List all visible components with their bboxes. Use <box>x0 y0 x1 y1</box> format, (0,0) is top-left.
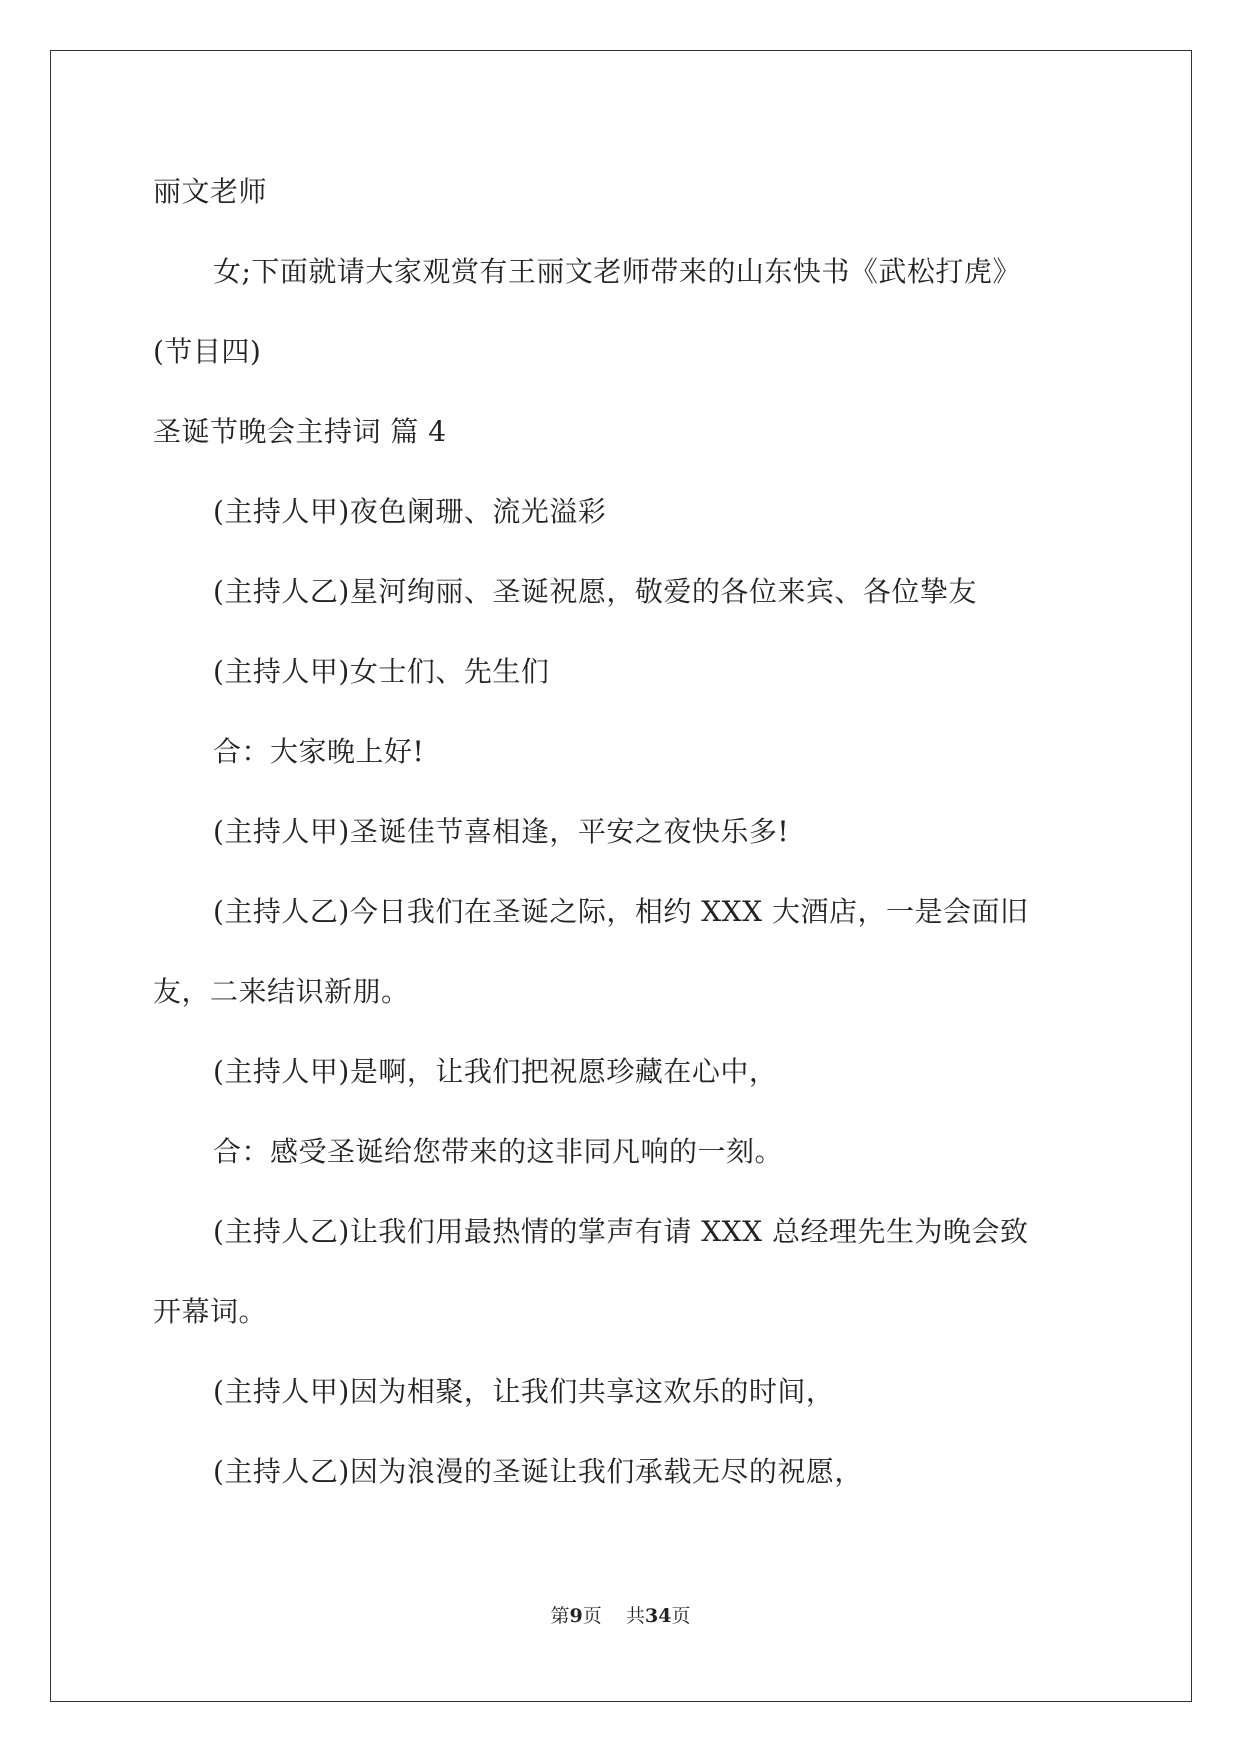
footer-total-pages: 34 <box>644 1605 672 1627</box>
text-line-1: 丽文老师 <box>153 175 268 208</box>
footer-page-suffix: 页 <box>582 1605 602 1627</box>
text-line-3: (节目四) <box>153 335 262 368</box>
text-line-5: (主持人甲)夜色阑珊、流光溢彩 <box>213 495 607 528</box>
text-line-8: 合：大家晚上好! <box>213 735 425 768</box>
text-line-17: (主持人乙)因为浪漫的圣诞让我们承载无尽的祝愿， <box>213 1455 863 1488</box>
page-footer <box>0 1604 1241 1628</box>
text-line-13: 合：感受圣诞给您带来的这非同凡响的一刻。 <box>213 1135 784 1168</box>
text-line-7: (主持人甲)女士们、先生们 <box>213 655 550 688</box>
text-line-12: (主持人甲)是啊，让我们把祝愿珍藏在心中， <box>213 1055 778 1088</box>
text-line-14: (主持人乙)让我们用最热情的掌声有请 XXX 总经理先生为晚会致 <box>213 1215 1029 1248</box>
text-line-10: (主持人乙)今日我们在圣诞之际，相约 XXX 大酒店，一是会面旧 <box>213 895 1029 928</box>
footer-prefix: 第 <box>550 1605 570 1627</box>
footer-total-prefix: 共 <box>625 1605 645 1627</box>
section-heading: 圣诞节晚会主持词 篇 4 <box>153 415 447 448</box>
text-line-2: 女;下面就请大家观赏有王丽文老师带来的山东快书《武松打虎》 <box>213 255 1021 288</box>
text-line-11: 友，二来结识新朋。 <box>153 975 410 1008</box>
footer-page-number: 9 <box>569 1605 583 1627</box>
text-line-9: (主持人甲)圣诞佳节喜相逢，平安之夜快乐多! <box>213 815 790 848</box>
text-line-15: 开幕词。 <box>153 1295 268 1328</box>
text-line-16: (主持人甲)因为相聚，让我们共享这欢乐的时间， <box>213 1375 835 1408</box>
footer-total-suffix: 页 <box>671 1605 691 1627</box>
text-line-6: (主持人乙)星河绚丽、圣诞祝愿，敬爱的各位来宾、各位挚友 <box>213 575 977 608</box>
